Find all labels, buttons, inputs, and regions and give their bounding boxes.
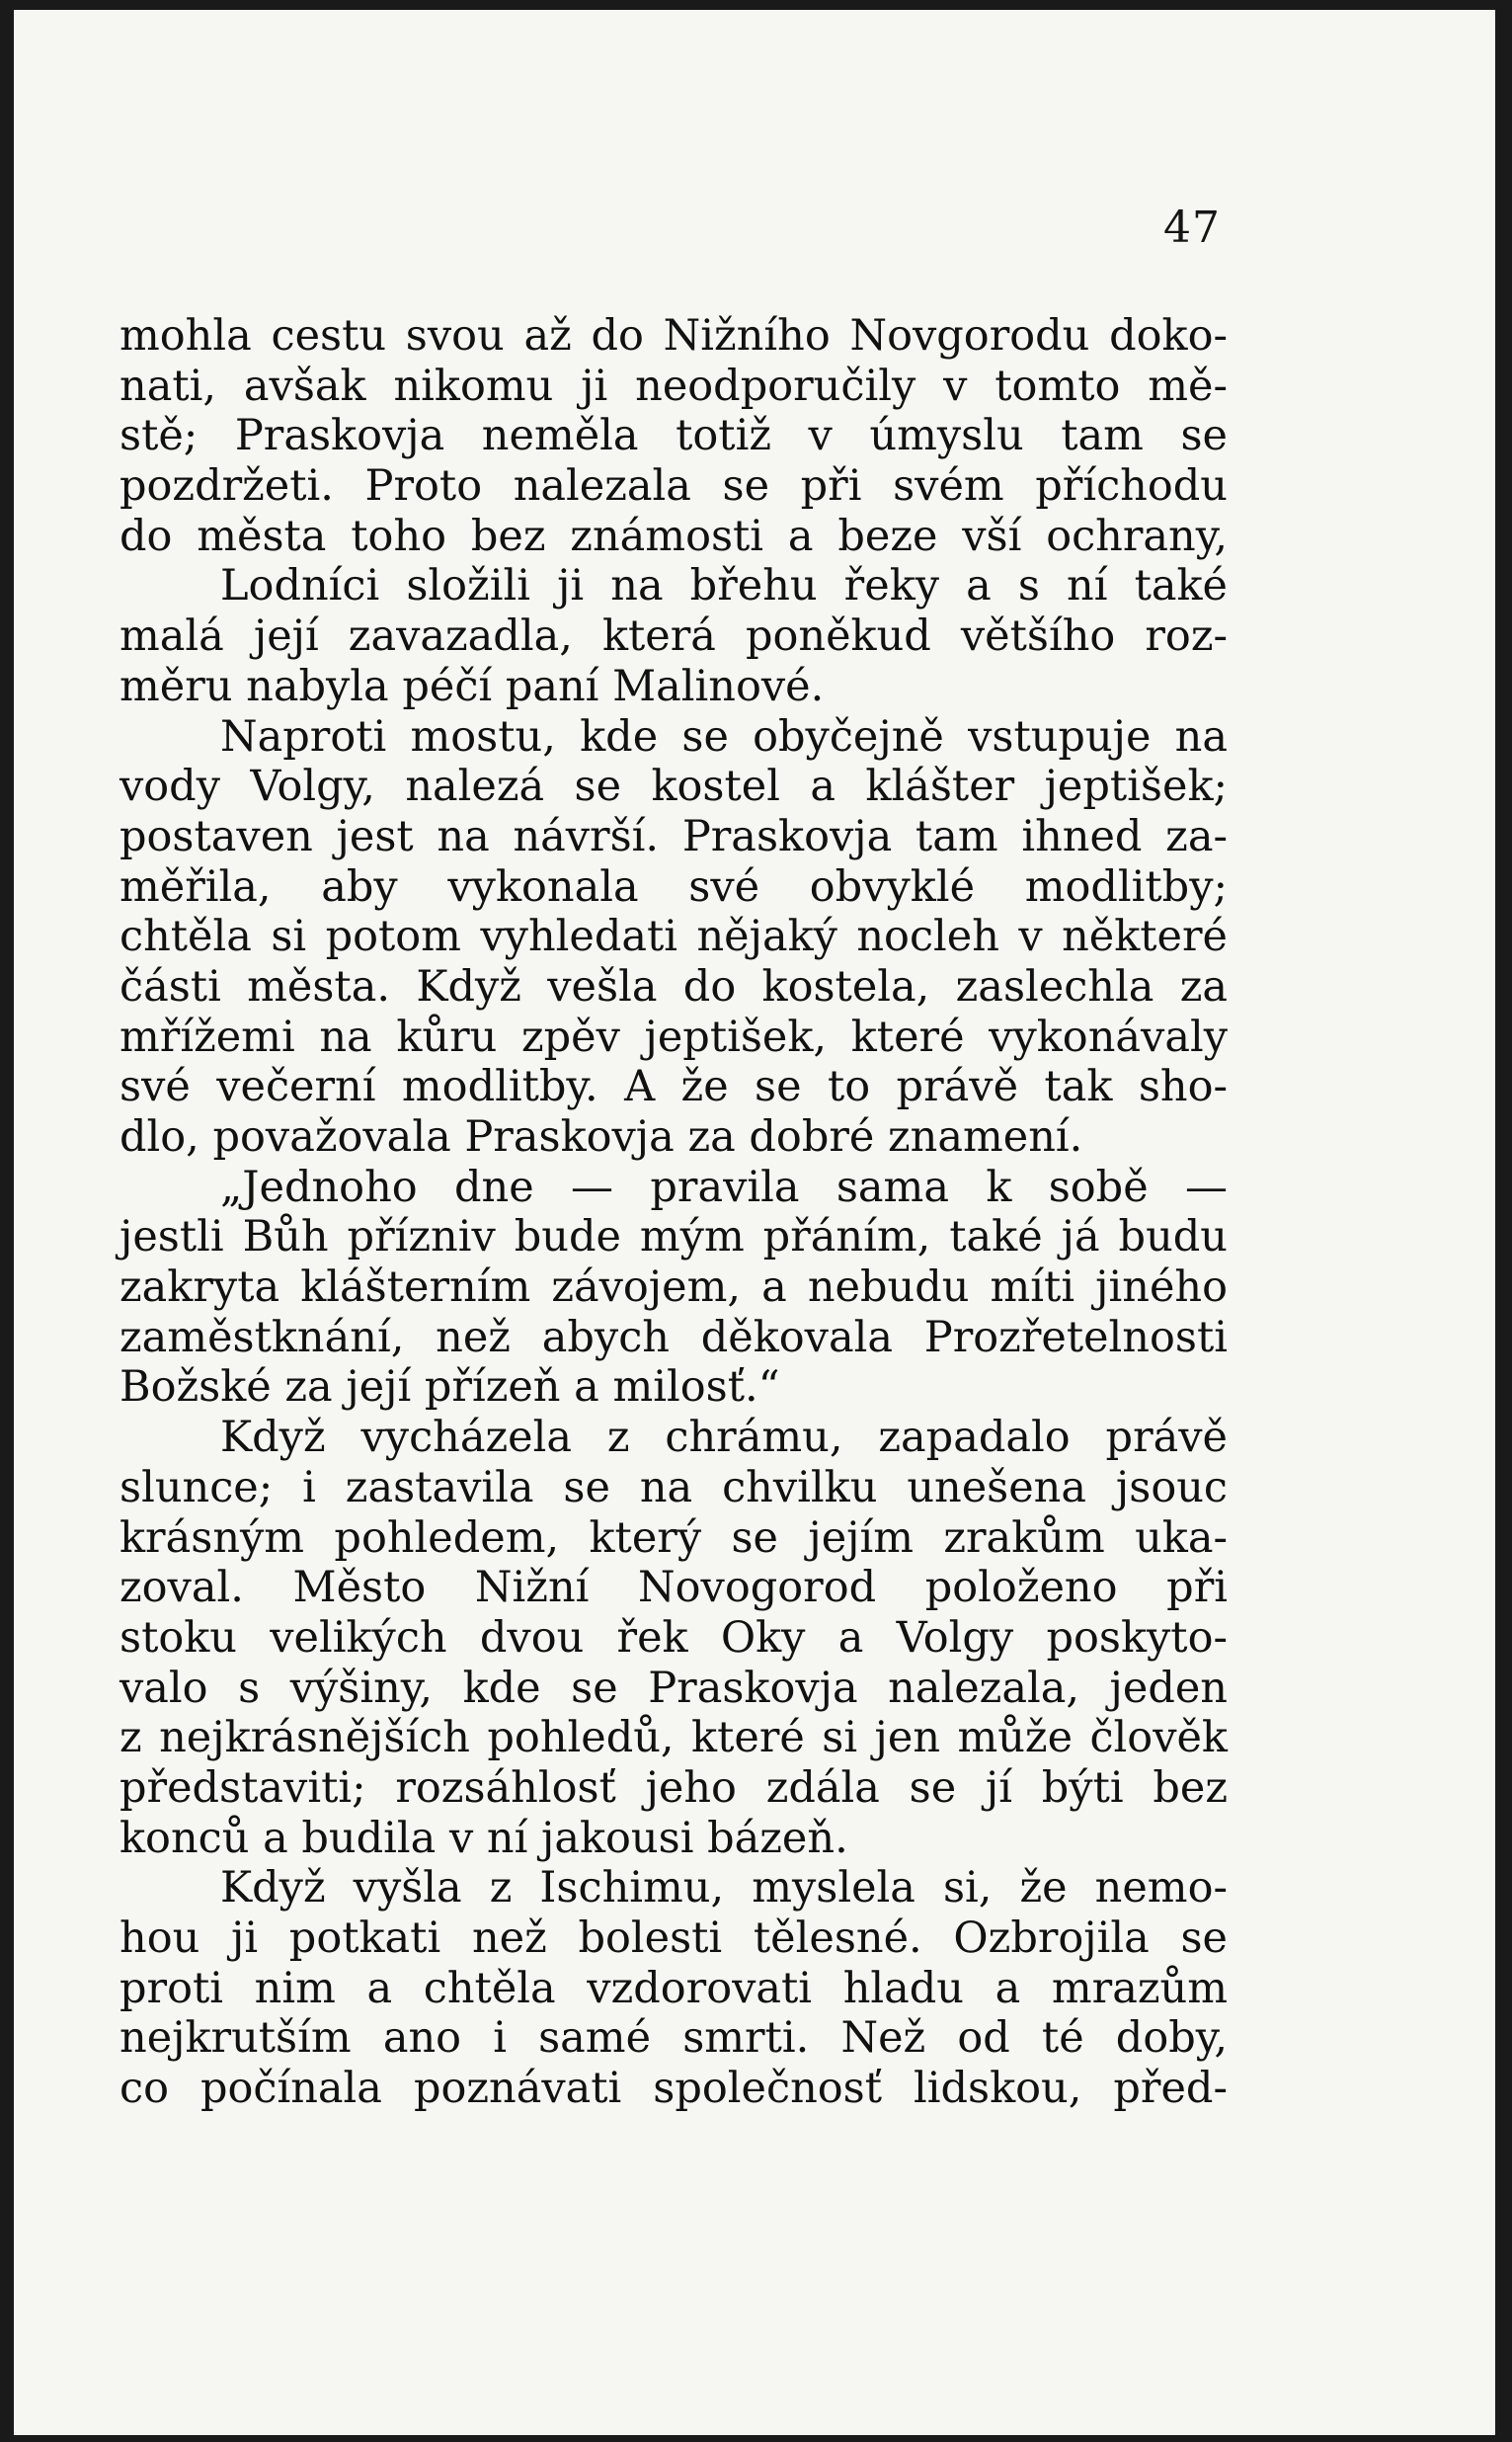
text-line: slunce; i zastavila se na chvilku unešena jsouc — [119, 1462, 1228, 1512]
text-line: chtěla si potom vyhledati nějaký nocleh v některé — [119, 912, 1228, 962]
text-line: Božské za její přízeň a milosť.“ — [119, 1362, 780, 1413]
text-line: konců a budila v ní jakousi bázeň. — [119, 1813, 848, 1863]
text-line: Lodníci složili ji na břehu řeky a s ní také — [220, 561, 1228, 611]
text-line: své večerní modlitby. A že se to právě tak sho- — [119, 1062, 1228, 1112]
text-line: malá její zavazadla, která poněkud většího roz- — [119, 611, 1228, 662]
text-line: vody Volgy, nalezá se kostel a klášter jeptišek; — [119, 762, 1228, 812]
text-line: pozdržeti. Proto nalezala se při svém příchodu — [119, 461, 1228, 512]
text-line: Naproti mostu, kde se obyčejně vstupuje na — [220, 711, 1228, 762]
text-line: nati, avšak nikomu ji neodporučily v tomto mě- — [119, 361, 1228, 411]
text-line: zoval. Město Nižní Novogorod položeno při — [119, 1563, 1228, 1613]
text-line: měru nabyla péčí paní Malinové. — [119, 661, 825, 711]
text-line: z nejkrásnějších pohledů, které si jen může člověk — [119, 1713, 1228, 1763]
text-line: zaměstknání, než abych děkovala Prozřetelnosti — [119, 1312, 1228, 1362]
text-line: postaven jest na návrší. Praskovja tam ihned za- — [119, 811, 1228, 861]
text-line: Když vyšla z Ischimu, myslela si, že nemo- — [220, 1863, 1228, 1913]
text-line: co počínala poznávati společnosť lidskou, před- — [119, 2064, 1228, 2114]
text-line: jestli Bůh přízniv bude mým přáním, také já budu — [119, 1212, 1228, 1262]
text-line: dlo, považovala Praskovja za dobré znamení. — [119, 1112, 1083, 1162]
page-number: 47 — [1163, 203, 1221, 253]
text-line: stě; Praskovja neměla totiž v úmyslu tam se — [119, 411, 1228, 461]
text-line: zakryta klášterním závojem, a nebudu míti jiného — [119, 1262, 1228, 1313]
book-page — [14, 10, 1495, 2435]
text-line: valo s výšiny, kde se Praskovja nalezala, jeden — [119, 1663, 1228, 1713]
text-line: krásným pohledem, který se jejím zrakům uka- — [119, 1512, 1228, 1563]
text-line: proti nim a chtěla vzdorovati hladu a mrazům — [119, 1963, 1228, 2013]
text-line: mřížemi na kůru zpěv jeptišek, které vykonávaly — [119, 1012, 1228, 1062]
text-line: stoku velikých dvou řek Oky a Volgy poskyto- — [119, 1612, 1228, 1663]
text-line: nejkrutším ano i samé smrti. Než od té doby, — [119, 2013, 1228, 2064]
text-line: měřila, aby vykonala své obvyklé modlitby; — [119, 861, 1228, 912]
body-text — [119, 311, 1228, 2114]
text-line: hou ji potkati než bolesti tělesné. Ozbrojila se — [119, 1913, 1228, 1963]
text-line: „Jednoho dne — pravila sama k sobě — — [220, 1162, 1228, 1212]
text-line: části města. Když vešla do kostela, zaslechla za — [119, 961, 1228, 1012]
text-line: do města toho bez známosti a beze vší ochrany, — [119, 511, 1228, 561]
text-line: představiti; rozsáhlosť jeho zdála se jí býti bez — [119, 1762, 1228, 1813]
text-line: mohla cestu svou až do Nižního Novgorodu doko- — [119, 311, 1228, 361]
text-line: Když vycházela z chrámu, zapadalo právě — [220, 1413, 1228, 1463]
